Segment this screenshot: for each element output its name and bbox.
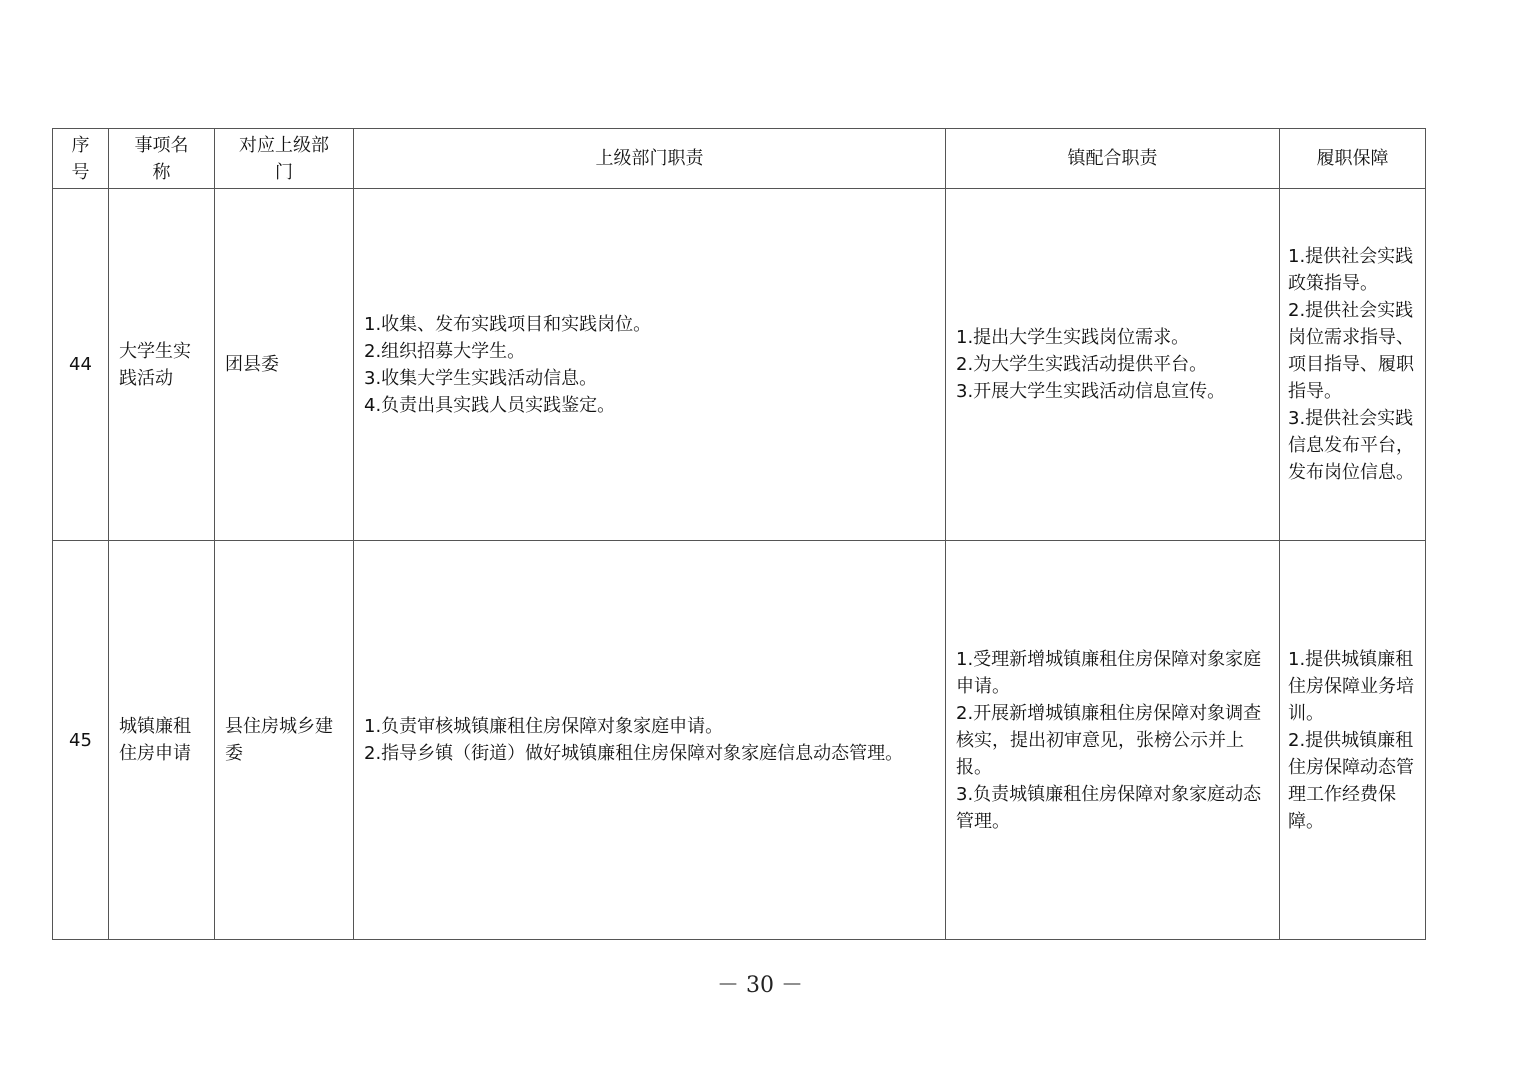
- row-guarantee: [1280, 541, 1426, 940]
- table-row: [53, 189, 1426, 541]
- header-name: 事项名称: [109, 129, 215, 189]
- guarantee-line: 2.提供社会实践岗位需求指导、项目指导、履职指导。: [1288, 300, 1414, 402]
- duty-line: 2.为大学生实践活动提供平台。: [956, 354, 1208, 375]
- duty-line: 2.开展新增城镇廉租住房保障对象调查核实，提出初审意见，张榜公示并上报。: [956, 702, 1262, 778]
- row-seq: 45: [53, 541, 109, 940]
- guarantee-line: 3.提供社会实践信息发布平台，发布岗位信息。: [1288, 408, 1414, 483]
- row-guarantee: [1280, 189, 1426, 541]
- header-row: [53, 129, 1426, 189]
- duty-line: 2.指导乡镇（街道）做好城镇廉租住房保障对象家庭信息动态管理。: [364, 743, 904, 764]
- duty-table: [52, 128, 1426, 940]
- duty-line: 1.受理新增城镇廉租住房保障对象家庭申请。: [956, 648, 1262, 697]
- guarantee-line: 2.提供城镇廉租住房保障动态管理工作经费保障。: [1288, 729, 1414, 832]
- duty-line: 4.负责出具实践人员实践鉴定。: [364, 394, 616, 416]
- guarantee-line: 1.提供城镇廉租住房保障业务培训。: [1288, 648, 1414, 724]
- header-upper-duty: 上级部门职责: [354, 129, 946, 189]
- row-seq: 44: [53, 189, 109, 541]
- table-row: [53, 541, 1426, 940]
- row-name: 大学生实践活动: [109, 189, 215, 541]
- row-town-duty: [946, 189, 1280, 541]
- duty-line: 1.收集、发布实践项目和实践岗位。: [364, 313, 652, 335]
- duty-line: 1.提出大学生实践岗位需求。: [956, 327, 1190, 348]
- duty-line: 3.负责城镇廉租住房保障对象家庭动态管理。: [956, 783, 1262, 832]
- header-dept: 对应上级部门: [215, 129, 354, 189]
- row-upper-duty: [354, 189, 946, 541]
- duty-line: 3.开展大学生实践活动信息宣传。: [956, 381, 1226, 402]
- duty-line: 2.组织招募大学生。: [364, 340, 526, 362]
- header-seq: 序号: [53, 129, 109, 189]
- duty-line: 1.负责审核城镇廉租住房保障对象家庭申请。: [364, 716, 724, 737]
- row-town-duty: [946, 541, 1280, 940]
- row-name: 城镇廉租住房申请: [109, 541, 215, 940]
- page-number: － 30 －: [717, 973, 803, 998]
- row-upper-duty: [354, 541, 946, 940]
- header-town-duty: 镇配合职责: [946, 129, 1280, 189]
- guarantee-line: 1.提供社会实践政策指导。: [1288, 246, 1414, 294]
- row-dept: 县住房城乡建委: [215, 541, 354, 940]
- header-guarantee: 履职保障: [1280, 129, 1426, 189]
- row-dept: 团县委: [215, 189, 354, 541]
- duty-line: 3.收集大学生实践活动信息。: [364, 367, 598, 389]
